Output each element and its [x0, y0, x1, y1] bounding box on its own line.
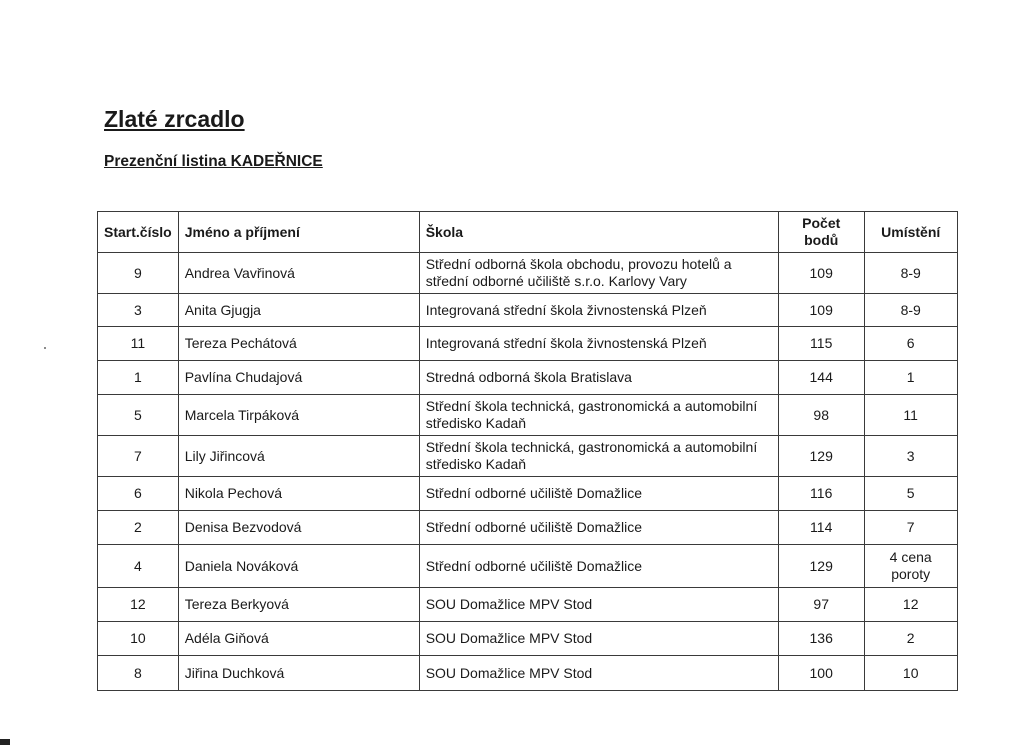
cell-points: 129	[778, 545, 864, 588]
cell-school: Střední škola technická, gastronomická a automobilní středisko Kadaň	[419, 395, 778, 436]
cell-start: 7	[98, 436, 179, 477]
cell-start: 1	[98, 361, 179, 395]
table-header-row	[98, 212, 958, 253]
table-row	[98, 395, 958, 436]
table-row	[98, 588, 958, 622]
table-row	[98, 545, 958, 588]
cell-placement: 12	[864, 588, 957, 622]
table-row	[98, 436, 958, 477]
cell-school: SOU Domažlice MPV Stod	[419, 656, 778, 691]
cell-placement: 6	[864, 327, 957, 361]
cell-name: Lily Jiřincová	[178, 436, 419, 477]
cell-placement: 8-9	[864, 253, 957, 294]
cell-placement: 11	[864, 395, 957, 436]
cell-school: Střední odborné učiliště Domažlice	[419, 511, 778, 545]
table-row	[98, 477, 958, 511]
cell-points: 114	[778, 511, 864, 545]
table-row	[98, 294, 958, 327]
table-row	[98, 327, 958, 361]
cell-name: Daniela Nováková	[178, 545, 419, 588]
cell-name: Tereza Berkyová	[178, 588, 419, 622]
cell-points: 97	[778, 588, 864, 622]
cell-start: 2	[98, 511, 179, 545]
table-row	[98, 622, 958, 656]
cell-start: 8	[98, 656, 179, 691]
cell-points: 129	[778, 436, 864, 477]
header-points: Počet bodů	[778, 212, 864, 253]
cell-name: Tereza Pechátová	[178, 327, 419, 361]
scan-speck	[44, 347, 46, 349]
cell-name: Marcela Tirpáková	[178, 395, 419, 436]
cell-points: 109	[778, 294, 864, 327]
cell-school: Střední odborné učiliště Domažlice	[419, 477, 778, 511]
cell-name: Pavlína Chudajová	[178, 361, 419, 395]
cell-name: Nikola Pechová	[178, 477, 419, 511]
cell-placement: 8-9	[864, 294, 957, 327]
cell-name: Adéla Giňová	[178, 622, 419, 656]
header-placement: Umístění	[864, 212, 957, 253]
cell-school: SOU Domažlice MPV Stod	[419, 622, 778, 656]
document-title: Zlaté zrcadlo	[104, 106, 245, 132]
cell-points: 98	[778, 395, 864, 436]
cell-start: 5	[98, 395, 179, 436]
cell-placement: 3	[864, 436, 957, 477]
cell-school: Střední odborné učiliště Domažlice	[419, 545, 778, 588]
cell-points: 116	[778, 477, 864, 511]
cell-school: Integrovaná střední škola živnostenská Plzeň	[419, 327, 778, 361]
cell-points: 100	[778, 656, 864, 691]
cell-school: Stredná odborná škola Bratislava	[419, 361, 778, 395]
header-start-number: Start.číslo	[98, 212, 179, 253]
cell-placement: 1	[864, 361, 957, 395]
cell-name: Anita Gjugja	[178, 294, 419, 327]
cell-school: Střední škola technická, gastronomická a automobilní středisko Kadaň	[419, 436, 778, 477]
cell-start: 6	[98, 477, 179, 511]
cell-school: Integrovaná střední škola živnostenská Plzeň	[419, 294, 778, 327]
cell-points: 144	[778, 361, 864, 395]
cell-name: Denisa Bezvodová	[178, 511, 419, 545]
table-row	[98, 656, 958, 691]
header-school: Škola	[419, 212, 778, 253]
cell-school: Střední odborná škola obchodu, provozu hotelů a střední odborné učiliště s.r.o. Karlovy Vary	[419, 253, 778, 294]
header-name: Jméno a příjmení	[178, 212, 419, 253]
document-subtitle: Prezenční listina KADEŘNICE	[104, 153, 323, 170]
cell-points: 115	[778, 327, 864, 361]
table-row	[98, 511, 958, 545]
cell-points: 136	[778, 622, 864, 656]
table-row	[98, 253, 958, 294]
cell-start: 10	[98, 622, 179, 656]
cell-start: 4	[98, 545, 179, 588]
cell-school: SOU Domažlice MPV Stod	[419, 588, 778, 622]
cell-placement: 7	[864, 511, 957, 545]
cell-start: 12	[98, 588, 179, 622]
cell-name: Andrea Vavřinová	[178, 253, 419, 294]
cell-name: Jiřina Duchková	[178, 656, 419, 691]
table-row	[98, 361, 958, 395]
cell-start: 9	[98, 253, 179, 294]
cell-start: 11	[98, 327, 179, 361]
cell-points: 109	[778, 253, 864, 294]
cell-start: 3	[98, 294, 179, 327]
attendance-table	[97, 211, 958, 691]
cell-placement: 4 cena poroty	[864, 545, 957, 588]
scan-edge-mark	[0, 739, 10, 745]
cell-placement: 5	[864, 477, 957, 511]
cell-placement: 10	[864, 656, 957, 691]
cell-placement: 2	[864, 622, 957, 656]
